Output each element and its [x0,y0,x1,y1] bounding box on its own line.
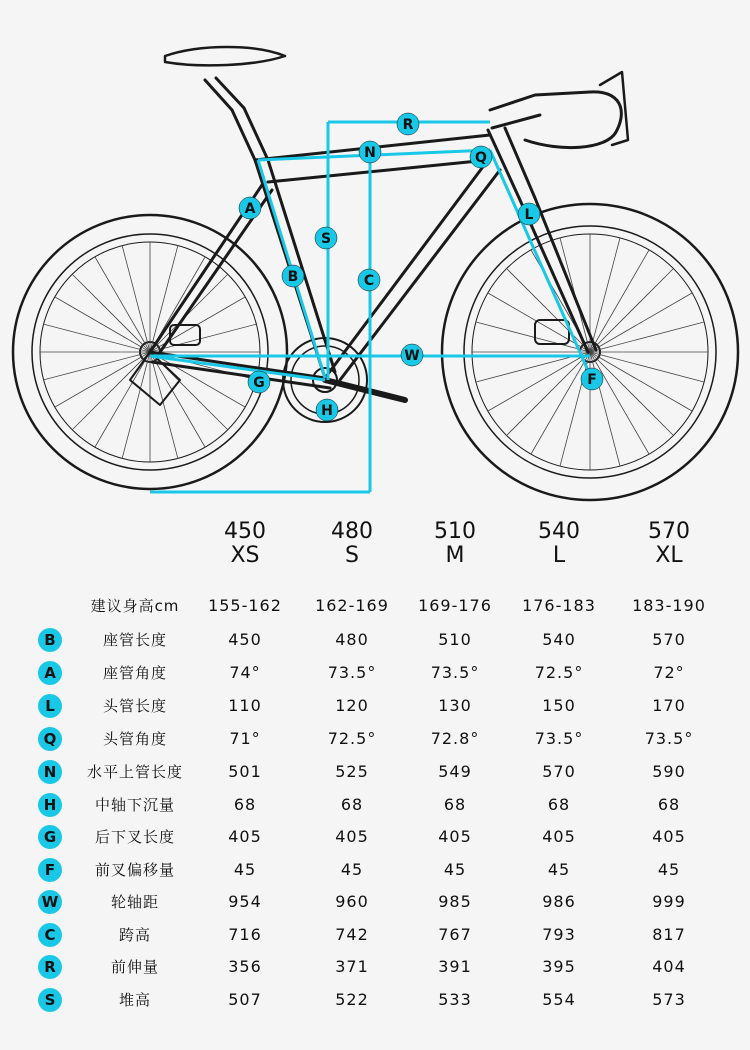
row-value: 45 [233,860,257,879]
size-letter: M [445,543,465,568]
row-value: 404 [652,957,686,976]
bike-frame [130,47,628,422]
row-value: 73.5° [534,729,584,748]
row-value: 540 [542,630,576,649]
row-label: 中轴下沉量 [94,796,175,814]
row-value: 554 [542,990,576,1009]
row-value: 68 [657,795,681,814]
row-value: 72.8° [430,729,480,748]
svg-text:Q: Q [475,150,487,166]
row-value: 716 [228,925,262,944]
size-number: 570 [648,519,690,544]
row-value: 573 [652,990,686,1009]
row-value: 371 [335,957,369,976]
row-badge: B [38,628,62,652]
table-row [0,789,750,821]
size-letter: L [552,543,566,568]
svg-text:G: G [253,375,265,391]
row-value: 525 [335,762,369,781]
row-value: 590 [652,762,686,781]
row-value: 45 [340,860,364,879]
row-badge: R [38,955,62,979]
row-value: 170 [652,696,686,715]
row-value: 510 [438,630,472,649]
svg-text:C: C [363,273,375,289]
row-value: 72.5° [327,729,377,748]
table-row [0,984,750,1016]
size-number: 480 [331,519,373,544]
row-value: 522 [335,990,369,1009]
row-label: 座管长度 [102,631,167,649]
table-row [0,821,750,853]
row-value: 767 [438,925,472,944]
size-letter: XS [230,543,260,568]
size-column-s [297,520,407,568]
svg-text:R: R [402,117,414,133]
row-badge: L [38,694,62,718]
row-value: 405 [335,827,369,846]
svg-text:A: A [244,201,256,217]
row-badge: F [38,858,62,882]
row-value: 73.5° [430,663,480,682]
row-badge: A [38,661,62,685]
row-value: 954 [228,892,262,911]
table-row [0,756,750,788]
row-value: 45 [657,860,681,879]
row-label: 跨高 [118,926,151,944]
size-letter: S [345,543,359,568]
row-label: 前伸量 [110,958,159,976]
row-value: 73.5° [327,663,377,682]
table-row [0,624,750,656]
row-badge: W [38,890,62,914]
row-value: 480 [335,630,369,649]
row-label: 轮轴距 [110,893,159,911]
row-value: 45 [547,860,571,879]
svg-text:S: S [320,231,332,247]
table-row [0,951,750,983]
table-row [0,690,750,722]
row-badge: H [38,793,62,817]
svg-text:L: L [524,207,534,223]
size-number: 450 [224,519,266,544]
row-value: 130 [438,696,472,715]
row-value: 183-190 [632,596,706,615]
row-badge: S [38,988,62,1012]
row-label: 头管角度 [102,730,167,748]
row-label: 水平上管长度 [86,763,183,781]
row-label: 座管角度 [102,664,167,682]
row-value: 68 [443,795,467,814]
row-value: 999 [652,892,686,911]
row-value: 405 [542,827,576,846]
row-value: 72° [653,663,685,682]
size-column-xl [614,520,724,568]
svg-text:N: N [364,145,376,161]
row-value: 507 [228,990,262,1009]
row-value: 985 [438,892,472,911]
row-value: 450 [228,630,262,649]
bike-geometry-diagram [0,0,750,510]
row-value: 120 [335,696,369,715]
row-value: 73.5° [644,729,694,748]
table-row [0,854,750,886]
row-badge: C [38,923,62,947]
row-label: 建议身高cm [90,597,180,615]
table-row-recommended-height [0,590,750,622]
row-value: 391 [438,957,472,976]
table-row [0,657,750,689]
row-value: 395 [542,957,576,976]
row-value: 74° [229,663,261,682]
row-value: 150 [542,696,576,715]
size-number: 540 [538,519,580,544]
row-badge: G [38,825,62,849]
row-value: 71° [229,729,261,748]
front-wheel [442,204,738,500]
svg-text:W: W [404,348,420,364]
row-value: 793 [542,925,576,944]
table-row [0,919,750,951]
row-value: 549 [438,762,472,781]
row-value: 405 [652,827,686,846]
size-column-l [504,520,614,568]
row-value: 533 [438,990,472,1009]
row-badge: N [38,760,62,784]
size-column-xs [190,520,300,568]
row-value: 570 [542,762,576,781]
row-value: 405 [228,827,262,846]
row-label: 后下叉长度 [94,828,175,846]
row-value: 155-162 [208,596,282,615]
row-value: 162-169 [315,596,389,615]
table-row [0,886,750,918]
row-value: 570 [652,630,686,649]
row-value: 72.5° [534,663,584,682]
row-value: 960 [335,892,369,911]
svg-text:B: B [287,269,299,285]
size-letter: XL [655,543,683,568]
size-number: 510 [434,519,476,544]
row-value: 986 [542,892,576,911]
row-value: 169-176 [418,596,492,615]
geometry-lines [150,122,590,492]
row-value: 817 [652,925,686,944]
row-label: 堆高 [118,991,151,1009]
table-row [0,723,750,755]
row-label: 前叉偏移量 [94,861,175,879]
row-value: 501 [228,762,262,781]
row-label: 头管长度 [102,697,167,715]
row-value: 742 [335,925,369,944]
size-column-m [400,520,510,568]
svg-text:F: F [587,372,597,388]
row-value: 405 [438,827,472,846]
row-badge: Q [38,727,62,751]
row-value: 176-183 [522,596,596,615]
row-value: 68 [340,795,364,814]
row-value: 356 [228,957,262,976]
row-value: 110 [228,696,262,715]
svg-text:H: H [321,403,333,419]
row-value: 68 [233,795,257,814]
row-value: 68 [547,795,571,814]
row-value: 45 [443,860,467,879]
